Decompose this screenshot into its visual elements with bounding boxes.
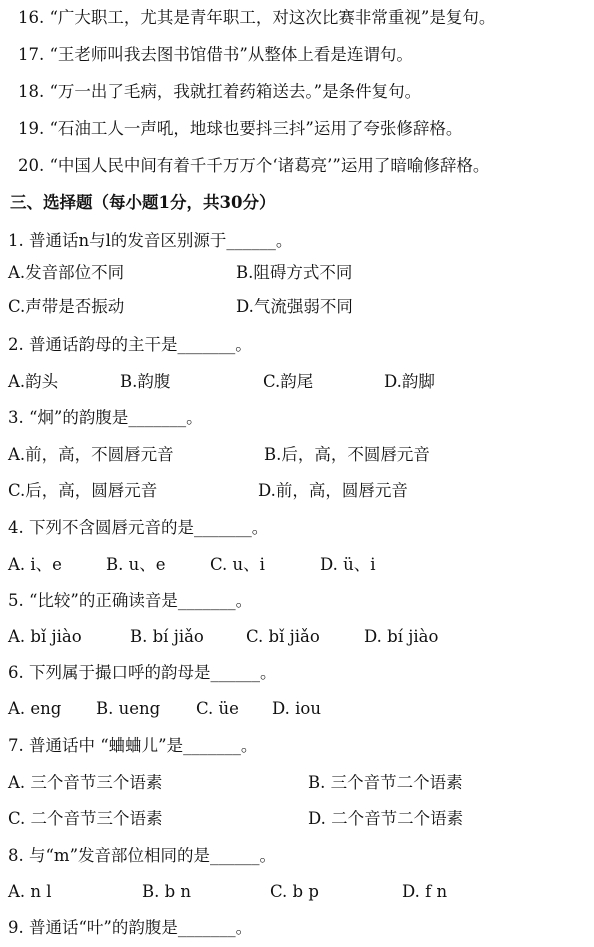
q6-option-b: B. ueng: [96, 699, 161, 718]
statement-number: 17.: [18, 45, 45, 64]
statement-text: “王老师叫我去图书馆借书”从整体上看是连谓句。: [49, 45, 413, 64]
q8-option-c: C. b p: [270, 882, 319, 901]
q2-option-b: B.韵腹: [120, 372, 171, 391]
q1-option-c: C.声带是否振动: [8, 297, 125, 316]
q1-option-b: B.阻碍方式不同: [236, 263, 353, 282]
q7-option-a: A. 三个音节三个语素: [8, 773, 163, 792]
q4-option-b: B. u、e: [106, 555, 166, 574]
statement-text: “石油工人一声吼，地球也要抖三抖”运用了夸张修辞格。: [49, 119, 463, 138]
q7-option-c: C. 二个音节三个语素: [8, 809, 163, 828]
question-8-stem: 8. 与“m”发音部位相同的是______。: [8, 846, 277, 865]
question-2-stem: 2. 普通话韵母的主干是_______。: [8, 335, 252, 354]
statement-16: [18, 8, 495, 28]
question-9-stem: 9. 普通话“叶”的韵腹是_______。: [8, 918, 253, 937]
q3-option-c: C.后，高，圆唇元音: [8, 481, 158, 500]
q7-option-b: B. 三个音节二个语素: [308, 773, 463, 792]
q6-option-c: C. üe: [196, 699, 239, 718]
q3-option-d: D.前，高，圆唇元音: [258, 481, 408, 500]
q4-option-d: D. ü、i: [320, 555, 376, 574]
q3-option-b: B.后，高，不圆唇元音: [264, 445, 430, 464]
question-4-stem: 4. 下列不含圆唇元音的是_______。: [8, 518, 269, 537]
q6-option-d: D. iou: [272, 699, 321, 718]
q7-option-d: D. 二个音节二个语素: [308, 809, 464, 828]
q1-option-d: D.气流强弱不同: [236, 297, 353, 316]
q1-option-a: A.发音部位不同: [8, 263, 125, 282]
statement-number: 19.: [18, 119, 45, 138]
q8-option-b: B. b n: [142, 882, 192, 901]
statement-18: [18, 82, 421, 102]
question-1-stem: 1. 普通话n与l的发音区别源于______。: [8, 231, 293, 250]
statement-text: “万一出了毛病，我就扛着药箱送去。”是条件复句。: [49, 82, 422, 101]
section-heading: 三、选择题（每小题1分，共30分）: [10, 193, 276, 212]
q2-option-d: D.韵脚: [384, 372, 435, 391]
statement-text: “中国人民中间有着千千万万个‘诸葛亮’”运用了暗喻修辞格。: [49, 156, 490, 175]
statement-number: 16.: [18, 8, 45, 27]
statement-number: 20.: [18, 156, 45, 175]
q5-option-b: B. bí jiǎo: [130, 627, 204, 646]
question-7-stem: 7. 普通话中 “蛐蛐儿”是_______。: [8, 736, 258, 755]
q6-option-a: A. eng: [8, 699, 62, 718]
q5-option-d: D. bí jiào: [364, 627, 439, 646]
q8-option-d: D. f n: [402, 882, 448, 901]
q2-option-a: A.韵头: [8, 372, 59, 391]
q5-option-a: A. bǐ jiào: [8, 627, 82, 646]
statement-20: [18, 156, 489, 176]
question-3-stem: 3. “炯”的韵腹是_______。: [8, 408, 203, 427]
question-6-stem: 6. 下列属于撮口呼的韵母是______。: [8, 663, 277, 682]
statement-text: “广大职工，尤其是青年职工，对这次比赛非常重视”是复句。: [49, 8, 496, 27]
q4-option-a: A. i、e: [8, 555, 62, 574]
q2-option-c: C.韵尾: [263, 372, 314, 391]
statement-19: [18, 119, 462, 139]
q5-option-c: C. bǐ jiǎo: [246, 627, 320, 646]
q8-option-a: A. n l: [8, 882, 52, 901]
q4-option-c: C. u、i: [210, 555, 265, 574]
statement-number: 18.: [18, 82, 45, 101]
q3-option-a: A.前，高，不圆唇元音: [8, 445, 174, 464]
question-5-stem: 5. “比较”的正确读音是_______。: [8, 591, 253, 610]
statement-17: [18, 45, 413, 65]
